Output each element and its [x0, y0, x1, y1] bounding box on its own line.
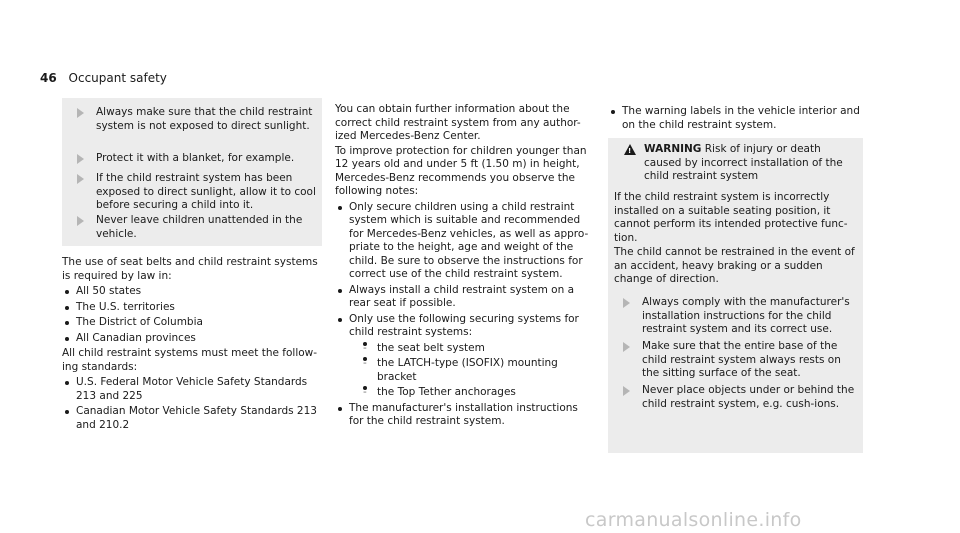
tip-text: Always make sure that the child restraint system is not exposed to direct sunlight.	[96, 106, 313, 132]
arrow-bullet-icon	[77, 108, 84, 118]
warning-title	[644, 143, 858, 184]
list-item: U.S. Federal Motor Vehicle Safety Standards 213 and 225	[62, 376, 324, 403]
arrow-bullet-icon	[623, 342, 630, 352]
paragraph: To improve protection for children younger than 12 years old and under 5 ft (1.50 m) in height, Mercedes-Benz recommends you observe the following notes:	[335, 144, 587, 197]
tip-text: Make sure that the entire base of the child restraint system always rests on the sitting surface of the seat.	[642, 340, 841, 379]
arrow-bullet-icon	[623, 386, 630, 396]
warning-triangle-icon: !	[624, 144, 636, 155]
warning-title-text: Risk of injury or death caused by incorrect installation of the child restraint system	[644, 143, 843, 182]
tip-text: Always comply with the manufacturer's installation instructions for the child restraint system and its correct use.	[642, 296, 850, 335]
notes-list-continued	[608, 105, 864, 132]
tip-text: If the child restraint system has been exposed to direct sunlight, allow it to cool before securing a child into it.	[96, 172, 316, 211]
list-item: Canadian Motor Vehicle Safety Standards 213 and 210.2	[62, 405, 324, 432]
list-item: Only secure children using a child restraint system which is suitable and recommended for Mercedes-Benz vehicles, as well as appro-priate to the height, age and weight of the child. Be sure to observe the instructions for correct use of the child restraint system.	[335, 201, 591, 282]
tip-text: Never leave children unattended in the vehicle.	[96, 214, 303, 240]
tip-text: Never place objects under or behind the child restraint system, e.g. cush-ions.	[642, 384, 855, 410]
warning-label: WARNING	[644, 143, 702, 155]
tip-item	[62, 172, 316, 213]
sub-list-item: - the seat belt system	[363, 342, 591, 356]
arrow-bullet-icon	[77, 216, 84, 226]
sunlight-tips-box	[62, 98, 322, 246]
recommendations	[335, 103, 591, 431]
list-item: The U.S. territories	[62, 301, 324, 315]
arrow-bullet-icon	[77, 174, 84, 184]
tip-item	[62, 106, 316, 133]
notes-list	[335, 201, 591, 429]
arrow-bullet-icon	[623, 298, 630, 308]
list-item: The warning labels in the vehicle interior and on the child restraint system.	[608, 105, 864, 132]
warning-labels-note	[608, 103, 864, 134]
standards-list	[62, 376, 324, 432]
securing-systems-list	[363, 342, 591, 400]
warning-tip-item	[608, 384, 857, 411]
paragraph: You can obtain further information about the correct child restraint system from any author-ized Mercedes-Benz Center.	[335, 103, 581, 142]
legal-requirements	[62, 256, 324, 434]
tip-item	[62, 152, 316, 166]
paragraph: All child restraint systems must meet the follow-ing standards:	[62, 347, 318, 373]
list-item: The District of Columbia	[62, 316, 324, 330]
paragraph: The child cannot be restrained in the event of an accident, heavy braking or a sudden change of direction.	[614, 246, 855, 285]
warning-text	[614, 191, 856, 288]
sub-list-item: - the LATCH-type (ISOFIX) mounting bracket	[363, 357, 591, 384]
paragraph: The use of seat belts and child restraint systems is required by law in:	[62, 256, 318, 282]
warning-box-body	[608, 188, 863, 453]
arrow-bullet-icon	[77, 154, 84, 164]
list-item: Always install a child restraint system on a rear seat if possible.	[335, 284, 591, 311]
list-item: All Canadian provinces	[62, 332, 324, 346]
tip-text: Protect it with a blanket, for example.	[96, 152, 295, 164]
list-item-text: Only use the following securing systems for child restraint systems:	[349, 312, 579, 338]
sub-list-item: - the Top Tether anchorages	[363, 386, 591, 400]
states-list	[62, 285, 324, 345]
warning-tip-item	[608, 296, 857, 337]
warning-tip-item	[608, 340, 857, 381]
watermark: carmanualsonline.info	[585, 509, 802, 531]
section-title: Occupant safety	[68, 71, 167, 85]
list-item	[335, 313, 591, 400]
tip-item	[62, 214, 316, 241]
list-item: The manufacturer's installation instructions for the child restraint system.	[335, 402, 591, 429]
list-item: All 50 states	[62, 285, 324, 299]
warning-box-header	[608, 138, 863, 188]
page-number: 46	[40, 71, 57, 85]
paragraph: If the child restraint system is incorrectly installed on a suitable seating position, it cannot perform its intended protective func-tion.	[614, 191, 848, 244]
page-header	[40, 71, 167, 85]
